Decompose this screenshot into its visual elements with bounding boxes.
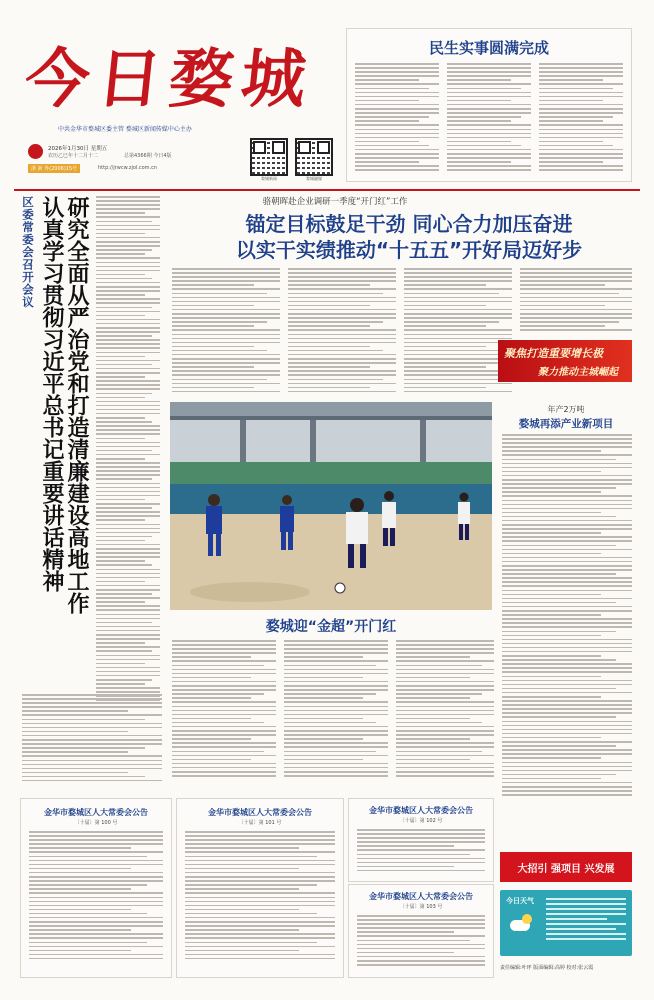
photo-story-col3 — [396, 640, 494, 790]
notice-title: 金华市婺城区人大常委会公告 — [208, 808, 312, 817]
masthead-title: 今日婺城 — [21, 42, 318, 117]
top-divider — [14, 189, 640, 191]
promo-text: 大招引 强项目 兴发展 — [517, 864, 615, 875]
qr-code-icon — [295, 138, 333, 176]
notice-body — [357, 829, 485, 875]
notice-number: 〔十届〕第 103 号 — [399, 904, 443, 910]
lead-headline-line1: 锚定目标鼓足干劲 同心合力加压奋进 — [245, 212, 573, 236]
notice-box-3 — [348, 798, 494, 882]
masthead-lunar: 农历乙巳年十二月十二 — [48, 153, 99, 159]
slogan-line1: 聚焦打造重要增长极 — [504, 347, 603, 360]
qr2-label: 婺城融媒 — [306, 176, 322, 181]
top-right-body-col1 — [355, 63, 439, 175]
lead-headline-line2: 以实干实绩推动“十五五”开好局迈好步 — [235, 238, 583, 262]
lead-body-col2 — [288, 268, 396, 398]
qr1-label: 婺城新闻 — [261, 176, 277, 181]
top-right-body-col3 — [539, 63, 623, 175]
notice-number: 〔十届〕第 102 号 — [399, 818, 443, 824]
top-right-story — [346, 28, 632, 182]
notice-box-4 — [348, 884, 494, 978]
masthead-organizer: 中共金华市婺城区委主管 婺城区新闻传媒中心主办 — [58, 126, 192, 133]
lead-kicker: 骆朝晖赴企业调研一季度“开门红”工作 — [262, 197, 408, 207]
notice-box-1 — [20, 798, 172, 978]
slogan-banner — [498, 340, 632, 382]
masthead-date: 2026年1月30日 星期五 — [48, 146, 108, 152]
weather-text — [546, 898, 626, 948]
masthead-issue: 总第4366期 今日4版 — [124, 153, 172, 159]
notice-title: 金华市婺城区人大常委会公告 — [369, 806, 473, 815]
left-headline-b: 认真学习贯彻习近平总书记重要讲话精神 — [39, 196, 64, 592]
right-story-headline: 婺城再添产业新项目 — [518, 418, 614, 430]
slogan-line2: 聚力推动主城崛起 — [538, 367, 618, 378]
photo-caption: 婺城迎“金超”开门红 — [265, 619, 397, 635]
lead-body-col4 — [520, 268, 632, 336]
notice-body — [357, 915, 485, 971]
top-right-body-col2 — [447, 63, 531, 175]
left-headline-a: 研究全面从严治党和打造清廉建设高地工作 — [64, 196, 89, 614]
notice-box-2 — [176, 798, 344, 978]
masthead-serial: 浙 新 外(2006)15号 — [28, 164, 80, 173]
weather-title: 今日天气 — [506, 897, 534, 905]
right-story-body — [502, 434, 632, 846]
top-right-headline: 民生实事圆满完成 — [428, 39, 549, 57]
ball — [335, 583, 345, 593]
photo-story-col1 — [172, 640, 276, 790]
weather-box — [500, 890, 632, 956]
notice-body — [29, 831, 163, 969]
masthead — [14, 14, 342, 186]
lead-body-col3 — [404, 268, 512, 398]
right-story-kicker: 年产2万吨 — [547, 405, 585, 414]
qr-code-icon — [250, 138, 288, 176]
left-kicker: 区委常委会召开会议 — [21, 196, 35, 309]
notice-title: 金华市婺城区人大常委会公告 — [44, 808, 148, 817]
masthead-website: http://jrwcw.zjol.com.cn — [98, 165, 158, 171]
footer-editors: 责任编辑:叶坪 版面编辑:高婷 校对:张云霞 — [500, 965, 594, 971]
left-lower-body — [22, 694, 162, 794]
notice-number: 〔十届〕第 100 号 — [74, 820, 118, 826]
photo-story-col2 — [284, 640, 388, 790]
football-photo — [170, 402, 492, 610]
notice-body — [185, 831, 335, 969]
promo-banner — [500, 852, 632, 882]
football-match-image — [170, 402, 492, 610]
notice-number: 〔十届〕第 101 号 — [238, 820, 282, 826]
lead-body-col1 — [172, 268, 280, 398]
sun-icon — [522, 914, 532, 924]
masthead-logo — [28, 144, 43, 159]
notice-title: 金华市婺城区人大常委会公告 — [369, 892, 473, 901]
